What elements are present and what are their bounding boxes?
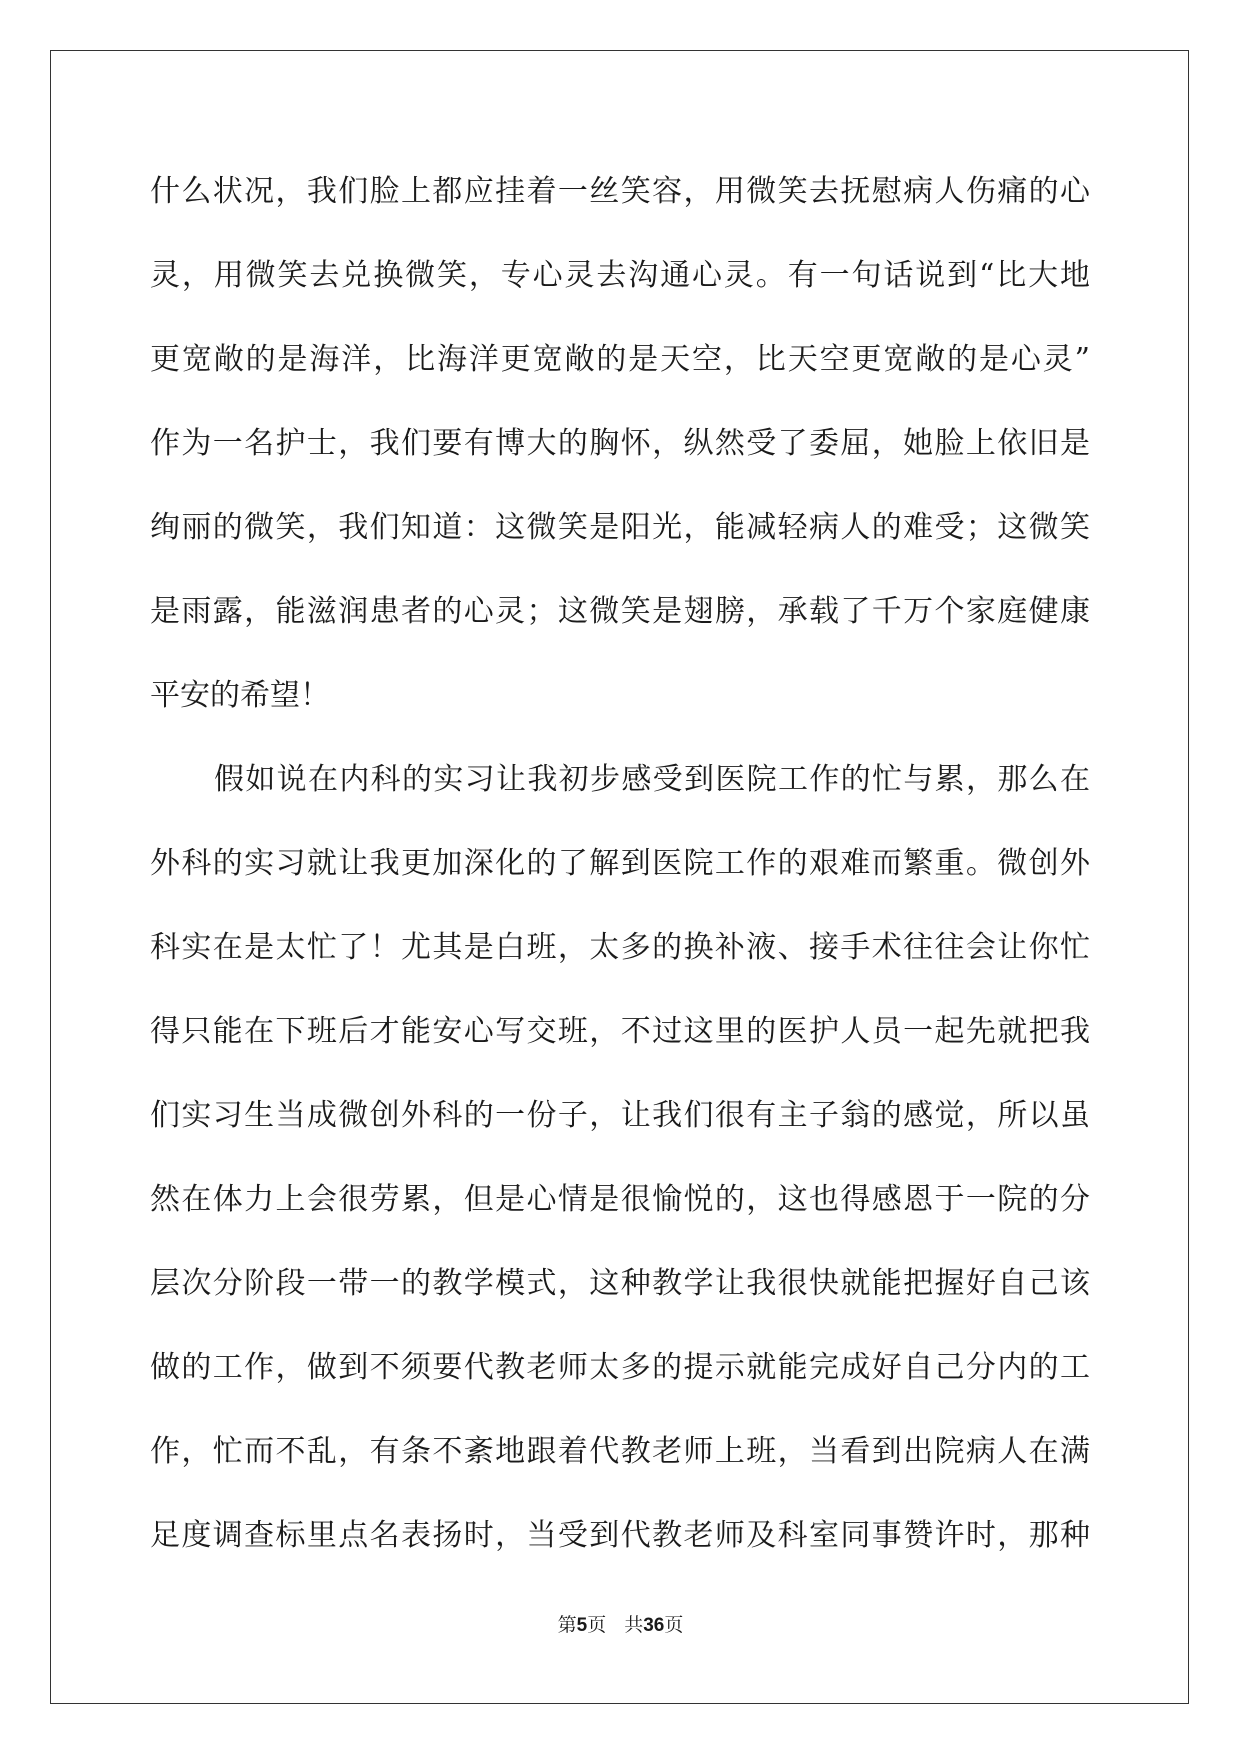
- page-footer: [0, 1610, 1241, 1637]
- document-body: [150, 150, 1090, 1578]
- text-line: 是雨露，能滋润患者的心灵；这微笑是翅膀，承载了千万个家庭健康: [150, 594, 1090, 629]
- text-line: 科实在是太忙了！尤其是白班，太多的换补液、接手术往往会让你忙: [150, 930, 1090, 965]
- total-suffix: 页: [664, 1614, 684, 1636]
- text-line: 得只能在下班后才能安心写交班，不过这里的医护人员一起先就把我: [150, 1014, 1090, 1049]
- text-line: 灵，用微笑去兑换微笑，专心灵去沟通心灵。有一句话说到“比大地: [150, 258, 1090, 293]
- text-line: 外科的实习就让我更加深化的了解到医院工作的艰难而繁重。微创外: [150, 846, 1090, 881]
- total-pages: 36: [643, 1615, 665, 1636]
- total-prefix: 共: [624, 1614, 644, 1636]
- text-line: 做的工作，做到不须要代教老师太多的提示就能完成好自己分内的工: [150, 1350, 1090, 1385]
- text-line: 们实习生当成微创外科的一份子，让我们很有主子翁的感觉，所以虽: [150, 1098, 1090, 1133]
- text-line: 平安的希望！: [150, 678, 330, 713]
- text-line: 然在体力上会很劳累，但是心情是很愉悦的，这也得感恩于一院的分: [150, 1182, 1090, 1217]
- page-number: 5: [576, 1615, 588, 1636]
- text-line: 足度调查标里点名表扬时，当受到代教老师及科室同事赞许时，那种: [150, 1518, 1090, 1553]
- text-line: 更宽敞的是海洋，比海洋更宽敞的是天空，比天空更宽敞的是心灵”: [150, 342, 1090, 377]
- text-line: 层次分阶段一带一的教学模式，这种教学让我很快就能把握好自己该: [150, 1266, 1090, 1301]
- text-line: 绚丽的微笑，我们知道：这微笑是阳光，能减轻病人的难受；这微笑: [150, 510, 1090, 545]
- text-line: 什么状况，我们脸上都应挂着一丝笑容，用微笑去抚慰病人伤痛的心: [150, 174, 1090, 209]
- text-line: 作，忙而不乱，有条不紊地跟着代教老师上班，当看到出院病人在满: [150, 1434, 1090, 1469]
- text-line: 假如说在内科的实习让我初步感受到医院工作的忙与累，那么在: [214, 762, 1090, 797]
- page-prefix: 第: [557, 1614, 577, 1636]
- page-suffix: 页: [587, 1614, 607, 1636]
- text-line: 作为一名护士，我们要有博大的胸怀，纵然受了委屈，她脸上依旧是: [150, 426, 1090, 461]
